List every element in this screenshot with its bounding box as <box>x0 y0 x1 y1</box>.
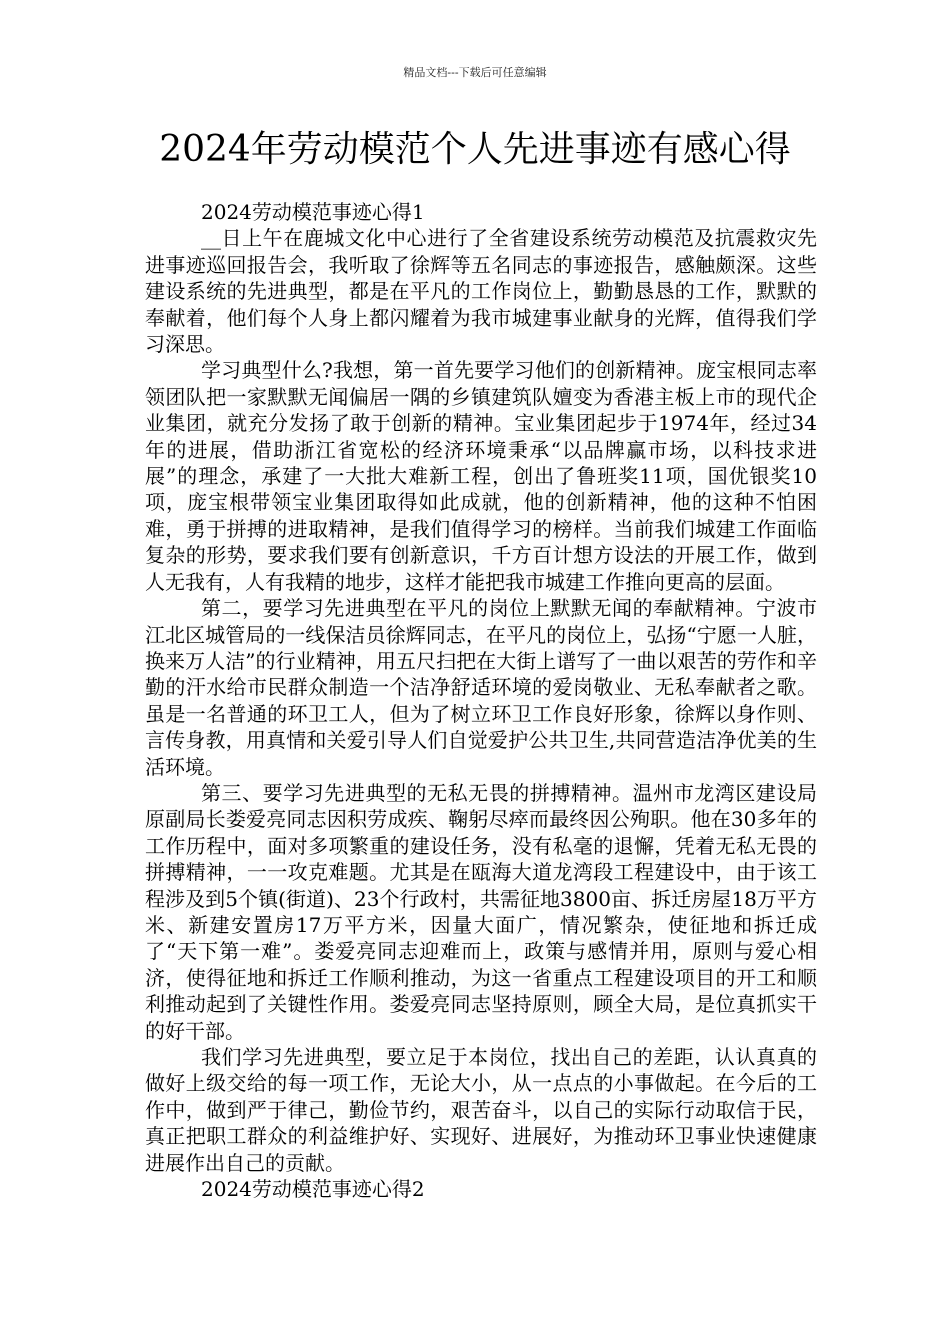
document-title: 2024年劳动模范个人先进事迹有感心得 <box>159 129 791 170</box>
section-heading: 2024劳动模范事迹心得1 <box>201 200 425 224</box>
paragraph: 第二，要学习先进典型在平凡的岗位上默默无闻的奉献精神。宁波市江北区城管局的一线保洁员徐辉同志，在平凡的岗位上，弘扬“宁愿一人脏，换来万人洁”的行业精神，用五尺扫把在大街上谱写了一曲以艰苦的劳作和辛勤的汗水给市民群众制造一个洁净舒适环境的爱岗敬业、无私奉献者之歌。虽是一名普通的环卫工人，但为了树立环卫工作良好形象，徐辉以身作则、言传身教，用真情和关爱引导人们自觉爱护公共卫生,共同营造洁净优美的生活环境。 <box>145 596 817 779</box>
page-header-note: 精品文档---下载后可任意编辑 <box>403 66 547 79</box>
paragraph: 第三、要学习先进典型的无私无畏的拼搏精神。温州市龙湾区建设局原副局长娄爱亮同志因积劳成疾、鞠躬尽瘁而最终因公殉职。他在30多年的工作历程中，面对多项繁重的建设任务，没有私毫的退懈，凭着无私无畏的拼搏精神，一一攻克难题。尤其是在瓯海大道龙湾段工程建设中，由于该工程涉及到5个镇(街道)、23个行政村，共需征地3800亩、拆迁房屋18万平方米、新建安置房17万平方米，因量大面广，情况繁杂，使征地和拆迁成了“天下第一难”。娄爱亮同志迎难而上，政策与感情并用，原则与爱心相济，使得征地和拆迁工作顺利推动，为这一省重点工程建设项目的开工和顺利推动起到了关键性作用。娄爱亮同志坚持原则，顾全大局，是位真抓实干的好干部。 <box>145 780 817 1043</box>
paragraph: 我们学习先进典型，要立足于本岗位，找出自己的差距，认认真真的做好上级交给的每一项工作，无论大小，从一点点的小事做起。在今后的工作中，做到严于律己，勤俭节约，艰苦奋斗，以自己的实际行动取信于民，真正把职工群众的利益维护好、实现好、进展好，为推动环卫事业快速健康进展作出自己的贡献。 <box>145 1045 817 1175</box>
document-body <box>145 199 817 1202</box>
paragraph: 学习典型什么?我想，第一首先要学习他们的创新精神。庞宝根同志率领团队把一家默默无闻偏居一隅的乡镇建筑队嬗变为香港主板上市的现代企业集团，就充分发扬了敢于创新的精神。宝业集团起步于1974年，经过34年的进展，借助浙江省宽松的经济环境秉承“以品牌赢市场，以科技求进展”的理念，承建了一大批大难新工程，创出了鲁班奖11项，国优银奖10项，庞宝根带领宝业集团取得如此成就，他的创新精神，他的这种不怕困难，勇于拼搏的进取精神，是我们值得学习的榜样。当前我们城建工作面临复杂的形势，要求我们要有创新意识，千方百计想方设法的开展工作，做到人无我有，人有我精的地步，这样才能把我市城建工作推向更高的层面。 <box>145 358 817 594</box>
paragraph: __日上午在鹿城文化中心进行了全省建设系统劳动模范及抗震救灾先进事迹巡回报告会，我听取了徐辉等五名同志的事迹报告，感触颇深。这些建设系统的先进典型，都是在平凡的工作岗位上，勤勤恳恳的工作，默默的奉献着，他们每个人身上都闪耀着为我市城建事业献身的光辉，值得我们学习深思。 <box>145 226 817 357</box>
section-heading: 2024劳动模范事迹心得2 <box>201 1177 425 1202</box>
